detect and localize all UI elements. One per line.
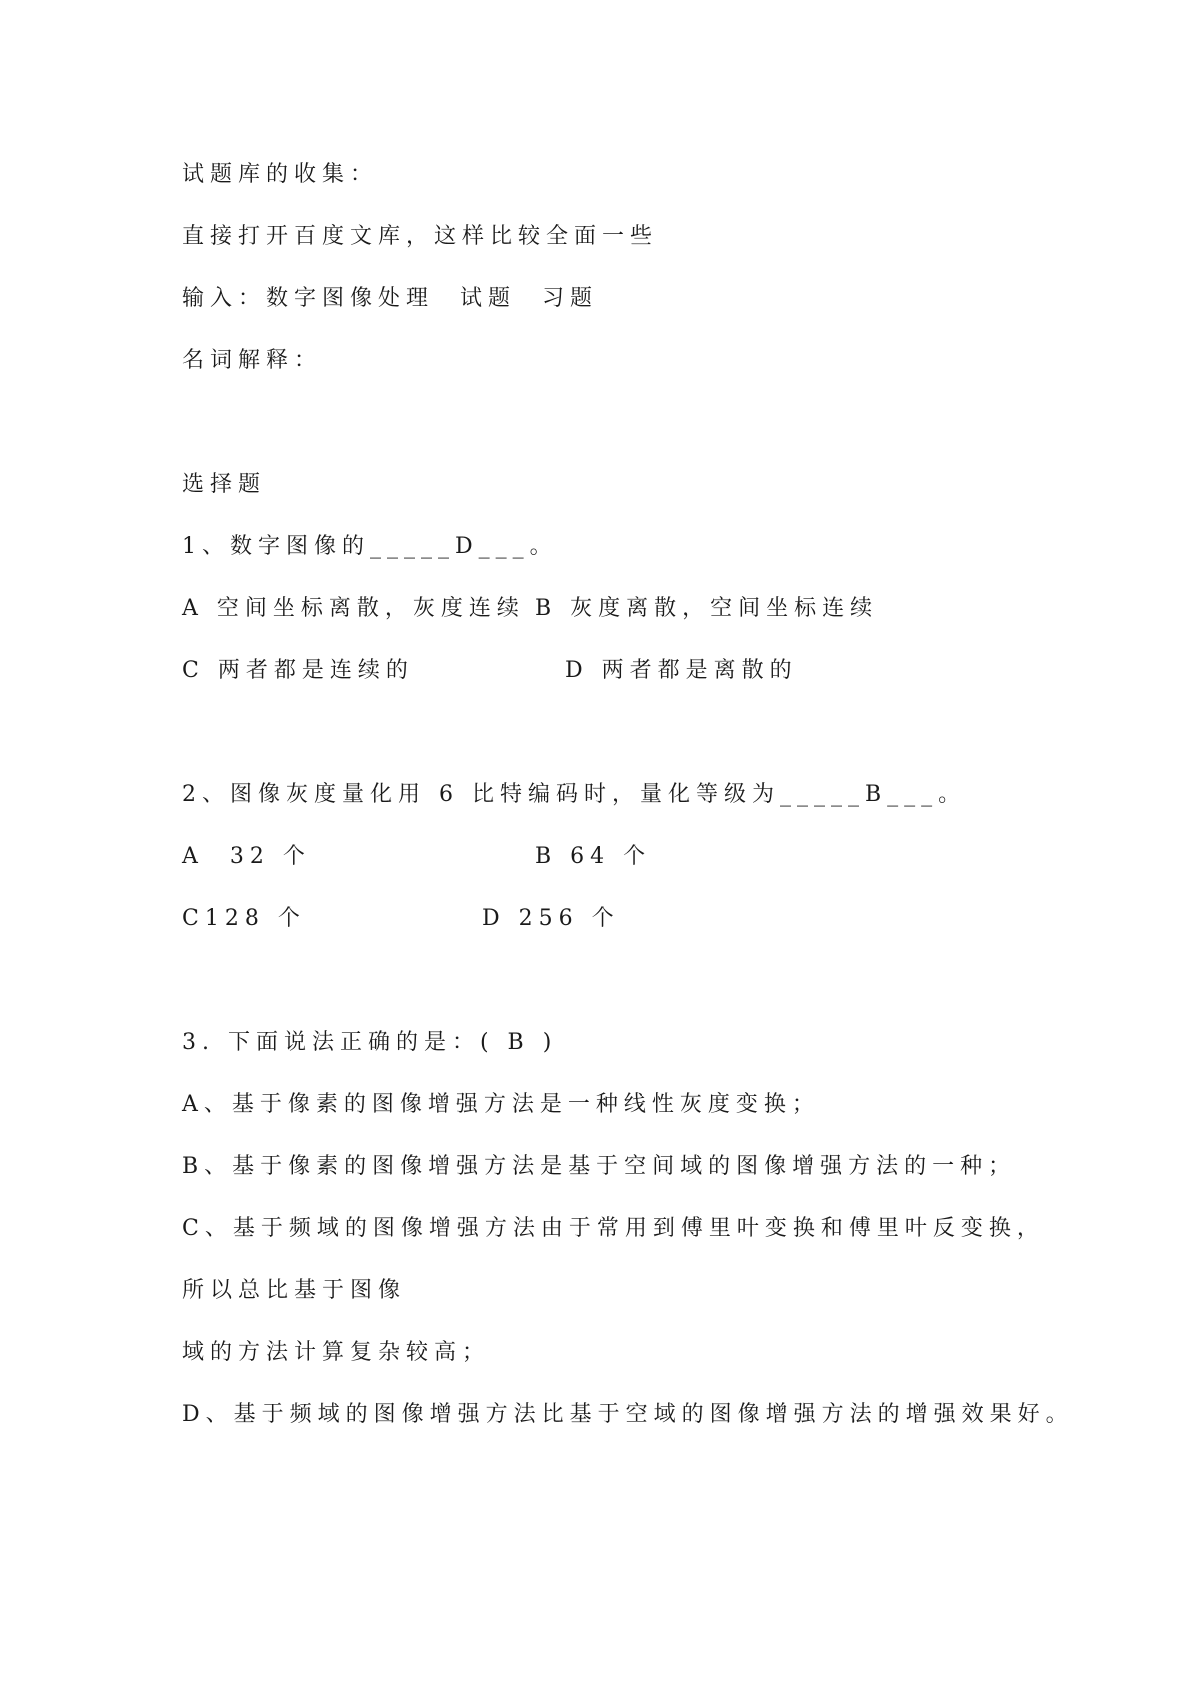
question-3-stem: 3. 下面说法正确的是：( B ) (182, 1030, 558, 1055)
question-1-stem: 1、数字图像的_____D___。 (182, 534, 558, 559)
question-1-option-c: C 两者都是连续的 (182, 658, 414, 683)
intro-line-1: 试题库的收集： (182, 162, 379, 187)
intro-line-2: 直接打开百度文库，这样比较全面一些 (182, 224, 659, 249)
section-title: 选择题 (182, 472, 267, 497)
question-2-option-a: A 32 个 (182, 844, 311, 869)
question-3-option-d: D、基于频域的图像增强方法比基于空域的图像增强方法的增强效果好。 (182, 1402, 1074, 1427)
question-3-option-c-line-1: C、基于频域的图像增强方法由于常用到傅里叶变换和傅里叶反变换， (182, 1216, 1045, 1241)
question-1-option-d: D 两者都是离散的 (565, 658, 798, 683)
question-3-option-c-line-2: 所以总比基于图像 (182, 1278, 407, 1303)
question-2-option-b: B 64 个 (535, 844, 652, 869)
intro-line-3: 输入：数字图像处理 试题 习题 (182, 286, 598, 311)
question-2-option-c: C128 个 (182, 906, 306, 931)
question-3-option-a: A、基于像素的图像增强方法是一种线性灰度变换； (182, 1092, 820, 1117)
question-1-option-b: B 灰度离散，空间坐标连续 (535, 596, 879, 621)
question-1-option-a: A 空间坐标离散，灰度连续 (182, 596, 525, 621)
question-2-stem: 2、图像灰度量化用 6 比特编码时，量化等级为_____B___。 (182, 782, 967, 807)
question-3-option-b: B、基于像素的图像增强方法是基于空间域的图像增强方法的一种； (182, 1154, 1017, 1179)
question-2-option-d: D 256 个 (482, 906, 620, 931)
question-3-option-c-line-3: 域的方法计算复杂较高； (182, 1340, 491, 1365)
intro-line-4: 名词解释： (182, 348, 323, 373)
